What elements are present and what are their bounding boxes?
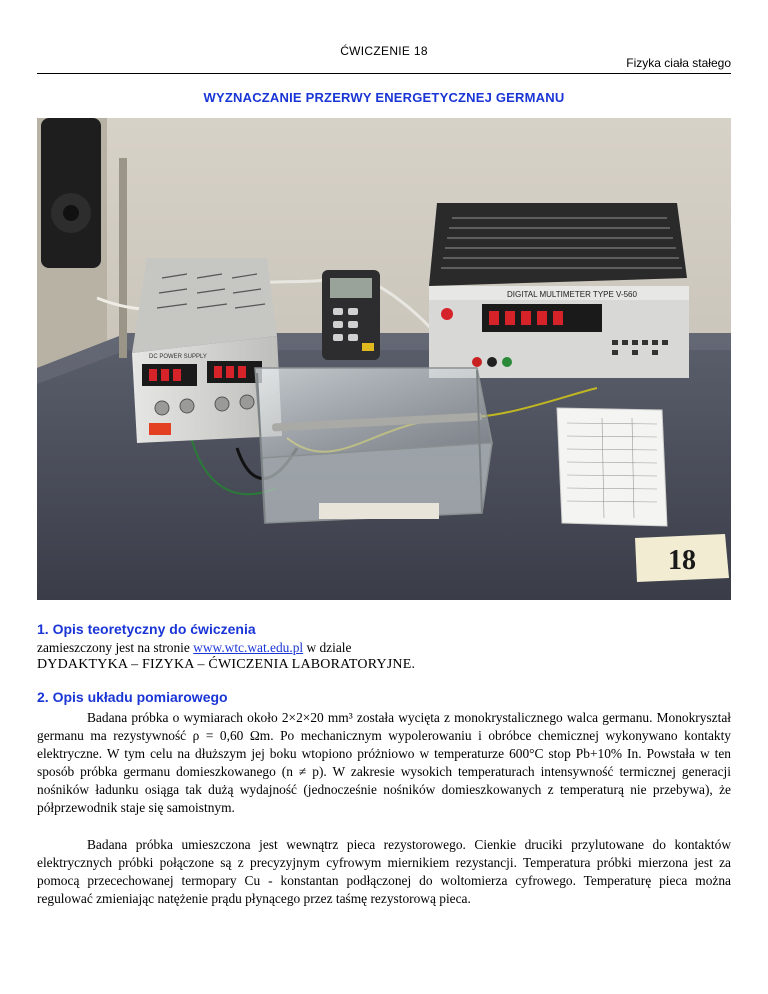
power-supply-label: DC POWER SUPPLY	[149, 354, 207, 360]
chapter-label: ĆWICZENIE 18	[340, 44, 428, 58]
lab-setup-photo	[37, 118, 731, 600]
section2-heading: 2. Opis układu pomiarowego	[37, 689, 228, 705]
section1-heading: 1. Opis teoretyczny do ćwiczenia	[37, 621, 256, 637]
subject-label: Fizyka ciała stałego	[626, 56, 731, 70]
page-title: WYZNACZANIE PRZERWY ENERGETYCZNEJ GERMANU	[203, 90, 565, 105]
station-number: 18	[668, 545, 696, 576]
multimeter-label: DIGITAL MULTIMETER TYPE V-560	[507, 290, 637, 299]
section2-paragraph-1: Badana próbka o wymiarach około 2×2×20 mm³ została wycięta z monokrystalicznego walca germanu. Monokryształ germanu ma rezystywność ρ = 0,60 Ωm. Po mechanicznym wypolerowaniu i obróbce chemicznej wykonywano kontakty elektryczne. W tym celu na dłuższym jej boku wtopiono próżniowo w temperaturze 600°C stop Pb+10% In. Powstała w ten sposób próbka germanu domieszkowanego (n ≠ p). W zakresie wysokich temperaturach intensywność termicznej generacji nośników ładunku osiąga tak dużą wydajność (jednocześnie nośników domieszkowanych z temperaturą nie przebywa), że półprzewodnik staje się samoistnym.	[37, 710, 731, 815]
section1-line2: DYDAKTYKA – FIZYKA – ĆWICZENIA LABORATORYJNE.	[37, 657, 416, 672]
section2-paragraph-2: Badana próbka umieszczona jest wewnątrz pieca rezystorowego. Cienkie druciki przylutowane do kontaktów elektrycznych próbki połączone są z precyzyjnym cyfrowym miernikiem rezystancji. Temperatura próbki mierzona jest za pomocą przecechowanej termopary Cu - konstantan podłączonej do woltomierza cyfrowego. Temperaturę pieca można regulować zmieniając natężenie prądu płynącego przez taśmę rezystorową pieca.	[37, 837, 731, 906]
header-rule	[37, 73, 731, 74]
section1-line1: zamieszczony jest na stronie www.wtc.wat.edu.pl w dziale	[37, 640, 352, 655]
wtc-link[interactable]: www.wtc.wat.edu.pl	[193, 640, 304, 655]
